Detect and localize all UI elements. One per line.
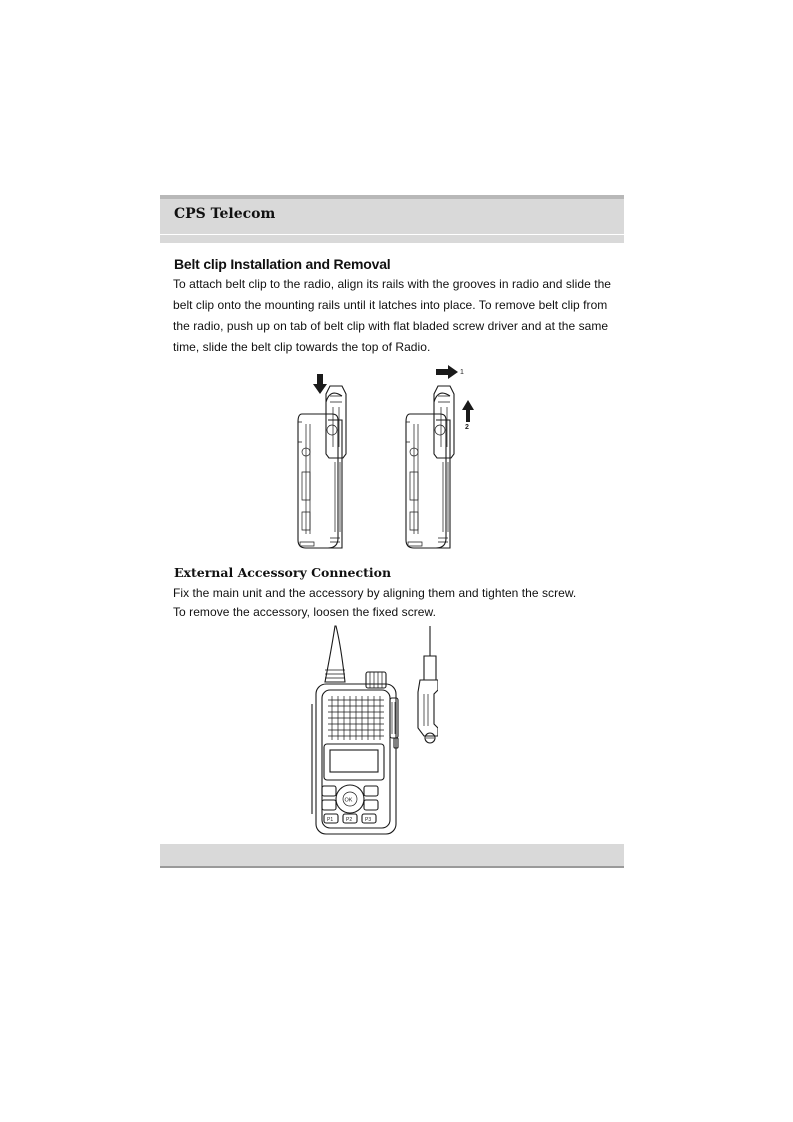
paragraph-line: To remove the accessory, loosen the fixed screw. [173,605,436,619]
belt-clip-heading: Belt clip Installation and Removal [174,256,391,272]
p1-key-label: P1 [327,817,334,823]
belt-clip-illustration [280,362,500,557]
display-frame [324,744,384,780]
radio-side-view-install [298,374,346,548]
accessory-heading: External Accessory Connection [174,565,392,580]
key-right-bottom [364,800,378,810]
paragraph-line: To attach belt clip to the radio, align its rails with the grooves in radio and slide the [173,277,612,291]
radio-accessory-illustration [298,624,438,838]
antenna [325,626,345,682]
arrow-right-icon [436,365,458,379]
paragraph-line: Fix the main unit and the accessory by aligning them and tighten the screw. [173,586,577,600]
volume-knob [366,672,386,688]
arrow-up-icon [462,400,474,422]
arrow-down-icon [313,374,327,394]
page-footer-band [160,844,624,868]
ok-key-label: OK [344,797,353,804]
accessory-jack-cover [390,698,398,738]
paragraph-line: belt clip onto the mounting rails until it latches into place. To remove belt clip from [173,298,608,312]
key-left-bottom [322,800,336,810]
key-left-top [322,786,336,796]
paragraph-line: time, slide the belt clip towards the top of Radio. [173,340,431,354]
key-right-top [364,786,378,796]
p2-key-label: P2 [346,817,353,823]
p3-key-label: P3 [365,817,372,823]
radio-side-view-remove [406,365,474,548]
brand-title: CPS Telecom [174,206,276,222]
speaker-grille [328,696,384,740]
paragraph-line: the radio, push up on tab of belt clip with flat bladed screw driver and at the same [173,319,609,333]
step-2-label: 2 [465,424,469,431]
header-divider [160,234,624,235]
display-screen [330,750,378,772]
accessory-plug [418,626,438,743]
step-1-label: 1 [460,369,464,376]
belt-clip-paragraph [173,274,625,358]
accessory-paragraph [173,584,625,622]
